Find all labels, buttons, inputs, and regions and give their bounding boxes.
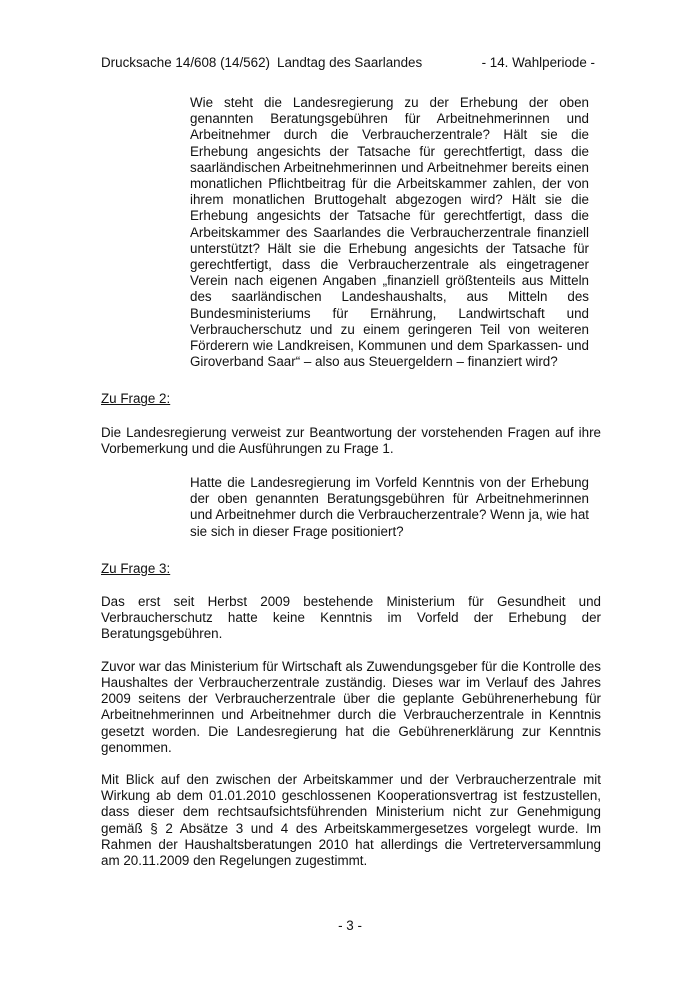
answer-3-paragraph-3: Mit Blick auf den zwischen der Arbeitskammer und der Verbraucherzentrale mit Wirkung ab dem 01.01.2010 geschlossenen Kooperationsvertrag ist festzustellen, dass dieser dem rechtsaufsichtsführenden Ministerium nicht zur Genehmigung gemäß § 2 Absätze 3 und 4 des Arbeitskammergesetzes vorgelegt wurde. Im Rahmen der Haushaltsberatungen 2010 hat allerdings die Vertreterversammlung am 20.11.2009 den Regelungen zugestimmt. bbox=[101, 771, 601, 868]
answer-3-heading: Zu Frage 3: bbox=[101, 560, 171, 576]
header-parliament: Landtag des Saarlandes bbox=[277, 55, 423, 70]
answer-3-paragraph-2: Zuvor war das Ministerium für Wirtschaft als Zuwendungsgeber für die Kontrolle des Haushaltes der Verbraucherzentrale zuständig. Dieses war im Verlauf des Jahres 2009 seitens der Verbraucherzentrale über die geplante Gebührenerhebung für Arbeitnehmerinnen und Arbeitnehmer durch die Verbraucherzentrale in Kenntnis gesetzt worden. Die Landesregierung hat die Gebührenerklärung zur Kenntnis genommen. bbox=[101, 658, 601, 755]
page-number: - 3 - bbox=[338, 918, 362, 933]
answer-2-text: Die Landesregierung verweist zur Beantwortung der vorstehenden Fragen auf ihre Vorbemerkung und die Ausführungen zu Frage 1. bbox=[101, 424, 601, 456]
page-header bbox=[101, 55, 595, 73]
header-period: - 14. Wahlperiode - bbox=[481, 55, 595, 70]
document-body bbox=[101, 95, 601, 885]
question-3-text: Hatte die Landesregierung im Vorfeld Kenntnis von der Erhebung der oben genannten Beratungsgebühren für Arbeitnehmerinnen und Arbeitnehmer durch die Verbraucherzentrale? Wenn ja, wie hat sie sich in dieser Frage positioniert? bbox=[190, 475, 589, 539]
answer-3-paragraph-1: Das erst seit Herbst 2009 bestehende Ministerium für Gesundheit und Verbraucherschutz hatte keine Kenntnis im Vorfeld der Erhebung der Beratungsgebühren. bbox=[101, 594, 601, 642]
answer-2-heading: Zu Frage 2: bbox=[101, 391, 171, 407]
header-document-number: Drucksache 14/608 (14/562) bbox=[101, 55, 270, 70]
question-1-text: Wie steht die Landesregierung zu der Erhebung der oben genannten Beratungsgebühren für Arbeitnehmerinnen und Arbeitnehmer durch die Verbraucherzentrale? Hält sie die Erhebung angesichts der Tatsache für gerechtfertigt, dass die saarländischen Arbeitnehmerinnen und Arbeitnehmer bereits einen monatlichen Pflichtbeitrag für die Arbeitskammer zahlen, der von ihrem monatlichen Bruttogehalt abgezogen wird? Hält sie die Erhebung angesichts der Tatsache für gerechtfertigt, dass die Arbeitskammer des Saarlandes die Verbraucherzentrale finanziell unterstützt? Hält sie die Erhebung angesichts der Tatsache für gerechtfertigt, dass die Verbraucherzentrale als eingetragener Verein nach eigenen Angaben „finanziell größtenteils aus Mitteln des saarländischen Landeshaushalts, aus Mitteln des Bundesministeriums für Ernährung, Landwirtschaft und Verbraucherschutz und zu einem geringeren Teil von weiteren Förderern wie Landkreisen, Kommunen und dem Sparkassen- und Giroverband Saar“ – also aus Steuergeldern – finanziert wird? bbox=[190, 95, 589, 370]
